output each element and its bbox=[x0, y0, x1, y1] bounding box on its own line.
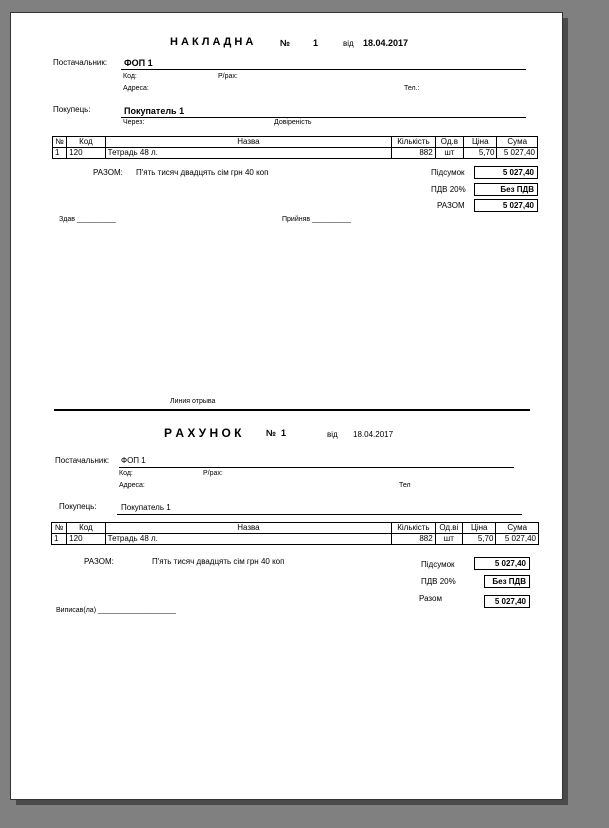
table-row bbox=[52, 534, 539, 545]
bill-title: Р А Х У Н О К bbox=[164, 426, 242, 440]
bill-grand-label: Разом bbox=[419, 594, 442, 603]
invoice-code-label: Код: bbox=[123, 73, 137, 80]
bill-issued-signature: Виписав(ла) ____________________ bbox=[56, 607, 176, 614]
invoice-buyer-label: Покупець: bbox=[53, 105, 91, 114]
invoice-received-signature: Прийняв __________ bbox=[282, 216, 351, 223]
bill-grand-value: 5 027,40 bbox=[484, 595, 530, 608]
bill-phone-label: Тел bbox=[399, 482, 411, 489]
cell-sum: 5 027,40 bbox=[496, 534, 539, 545]
table-row bbox=[53, 148, 538, 159]
column-header: Назва bbox=[105, 137, 392, 148]
invoice-vat-label: ПДВ 20% bbox=[431, 185, 466, 194]
column-header: Код bbox=[67, 523, 105, 534]
bill-vat-label: ПДВ 20% bbox=[421, 577, 456, 586]
invoice-total-label: РАЗОМ: bbox=[93, 168, 123, 177]
invoice-title: Н А К Л А Д Н А bbox=[170, 36, 254, 48]
invoice-date: 18.04.2017 bbox=[363, 38, 409, 48]
bill-account-label: Р/рах: bbox=[203, 470, 223, 477]
bill-buyer-label: Покупець: bbox=[59, 502, 97, 511]
column-header: Ціна bbox=[463, 523, 496, 534]
cell-name: Тетрадь 48 л. bbox=[105, 534, 392, 545]
invoice-subtotal-label: Підсумок bbox=[431, 168, 465, 177]
bill-vat-value: Без ПДВ bbox=[484, 575, 530, 588]
bill-number-sign: № bbox=[266, 428, 277, 438]
column-header: Од.в bbox=[435, 137, 463, 148]
bill-table-header-row bbox=[52, 523, 539, 534]
bill-subtotal-value: 5 027,40 bbox=[474, 557, 530, 570]
column-header: № bbox=[52, 523, 67, 534]
bill-total-label: РАЗОМ: bbox=[84, 557, 114, 566]
invoice-grand-value: 5 027,40 bbox=[474, 199, 538, 212]
tear-line-label: Линия отрыва bbox=[170, 398, 216, 405]
cell-unit: шт bbox=[435, 148, 463, 159]
invoice-supplier-label: Постачальник: bbox=[53, 58, 108, 67]
invoice-subtotal-value: 5 027,40 bbox=[474, 166, 538, 179]
invoice-phone-label: Тел.: bbox=[404, 85, 420, 92]
print-preview-page bbox=[10, 12, 563, 800]
bill-subtotal-label: Підсумок bbox=[421, 560, 455, 569]
invoice-buyer-underline bbox=[121, 117, 526, 118]
cell-price: 5,70 bbox=[463, 534, 496, 545]
column-header: Сума bbox=[497, 137, 538, 148]
invoice-supplier-underline bbox=[121, 69, 526, 70]
bill-goods-table bbox=[51, 522, 539, 545]
column-header: Од.ві bbox=[435, 523, 462, 534]
invoice-via-label: Через: bbox=[123, 119, 145, 126]
column-header: Назва bbox=[105, 523, 392, 534]
invoice-date-prefix: від bbox=[343, 39, 354, 48]
cell-name: Тетрадь 48 л. bbox=[105, 148, 392, 159]
cell-code: 120 bbox=[67, 148, 105, 159]
column-header: Кількість bbox=[392, 523, 436, 534]
cell-quantity: 882 bbox=[392, 148, 436, 159]
bill-date: 18.04.2017 bbox=[353, 430, 394, 439]
invoice-number-sign: № bbox=[280, 38, 291, 48]
bill-supplier-name: ФОП 1 bbox=[121, 456, 146, 465]
cell-sum: 5 027,40 bbox=[497, 148, 538, 159]
cell-unit: шт bbox=[435, 534, 462, 545]
invoice-number: 1 bbox=[313, 38, 319, 48]
cell-number: 1 bbox=[53, 148, 67, 159]
invoice-vat-value: Без ПДВ bbox=[474, 183, 538, 196]
bill-total-words: П'ять тисяч двадцять сім грн 40 коп bbox=[152, 557, 285, 566]
cell-quantity: 882 bbox=[392, 534, 436, 545]
column-header: Ціна bbox=[464, 137, 497, 148]
tear-line bbox=[54, 409, 530, 411]
cell-code: 120 bbox=[67, 534, 105, 545]
bill-buyer-underline bbox=[117, 514, 522, 515]
invoice-supplier-name: ФОП 1 bbox=[124, 58, 153, 68]
bill-buyer-name: Покупатель 1 bbox=[121, 503, 171, 512]
invoice-goods-table bbox=[52, 136, 538, 159]
invoice-account-label: Р/рах: bbox=[218, 73, 238, 80]
cell-price: 5,70 bbox=[464, 148, 497, 159]
bill-supplier-underline bbox=[119, 467, 514, 468]
column-header: Код bbox=[67, 137, 105, 148]
bill-code-label: Код: bbox=[119, 470, 133, 477]
column-header: Кількість bbox=[392, 137, 436, 148]
invoice-address-label: Адреса: bbox=[123, 85, 149, 92]
bill-supplier-label: Постачальник: bbox=[55, 456, 110, 465]
bill-address-label: Адреса: bbox=[119, 482, 145, 489]
cell-number: 1 bbox=[52, 534, 67, 545]
bill-date-prefix: від bbox=[327, 430, 338, 439]
invoice-total-words: П'ять тисяч двадцять сім грн 40 коп bbox=[136, 168, 269, 177]
bill-number: 1 bbox=[281, 428, 287, 438]
column-header: № bbox=[53, 137, 67, 148]
invoice-buyer-name: Покупатель 1 bbox=[124, 106, 185, 116]
column-header: Сума bbox=[496, 523, 539, 534]
invoice-gave-signature: Здав __________ bbox=[59, 216, 116, 223]
invoice-table-header-row bbox=[53, 137, 538, 148]
invoice-proxy-label: Довіреність bbox=[274, 119, 312, 126]
invoice-grand-label: РАЗОМ bbox=[437, 201, 465, 210]
